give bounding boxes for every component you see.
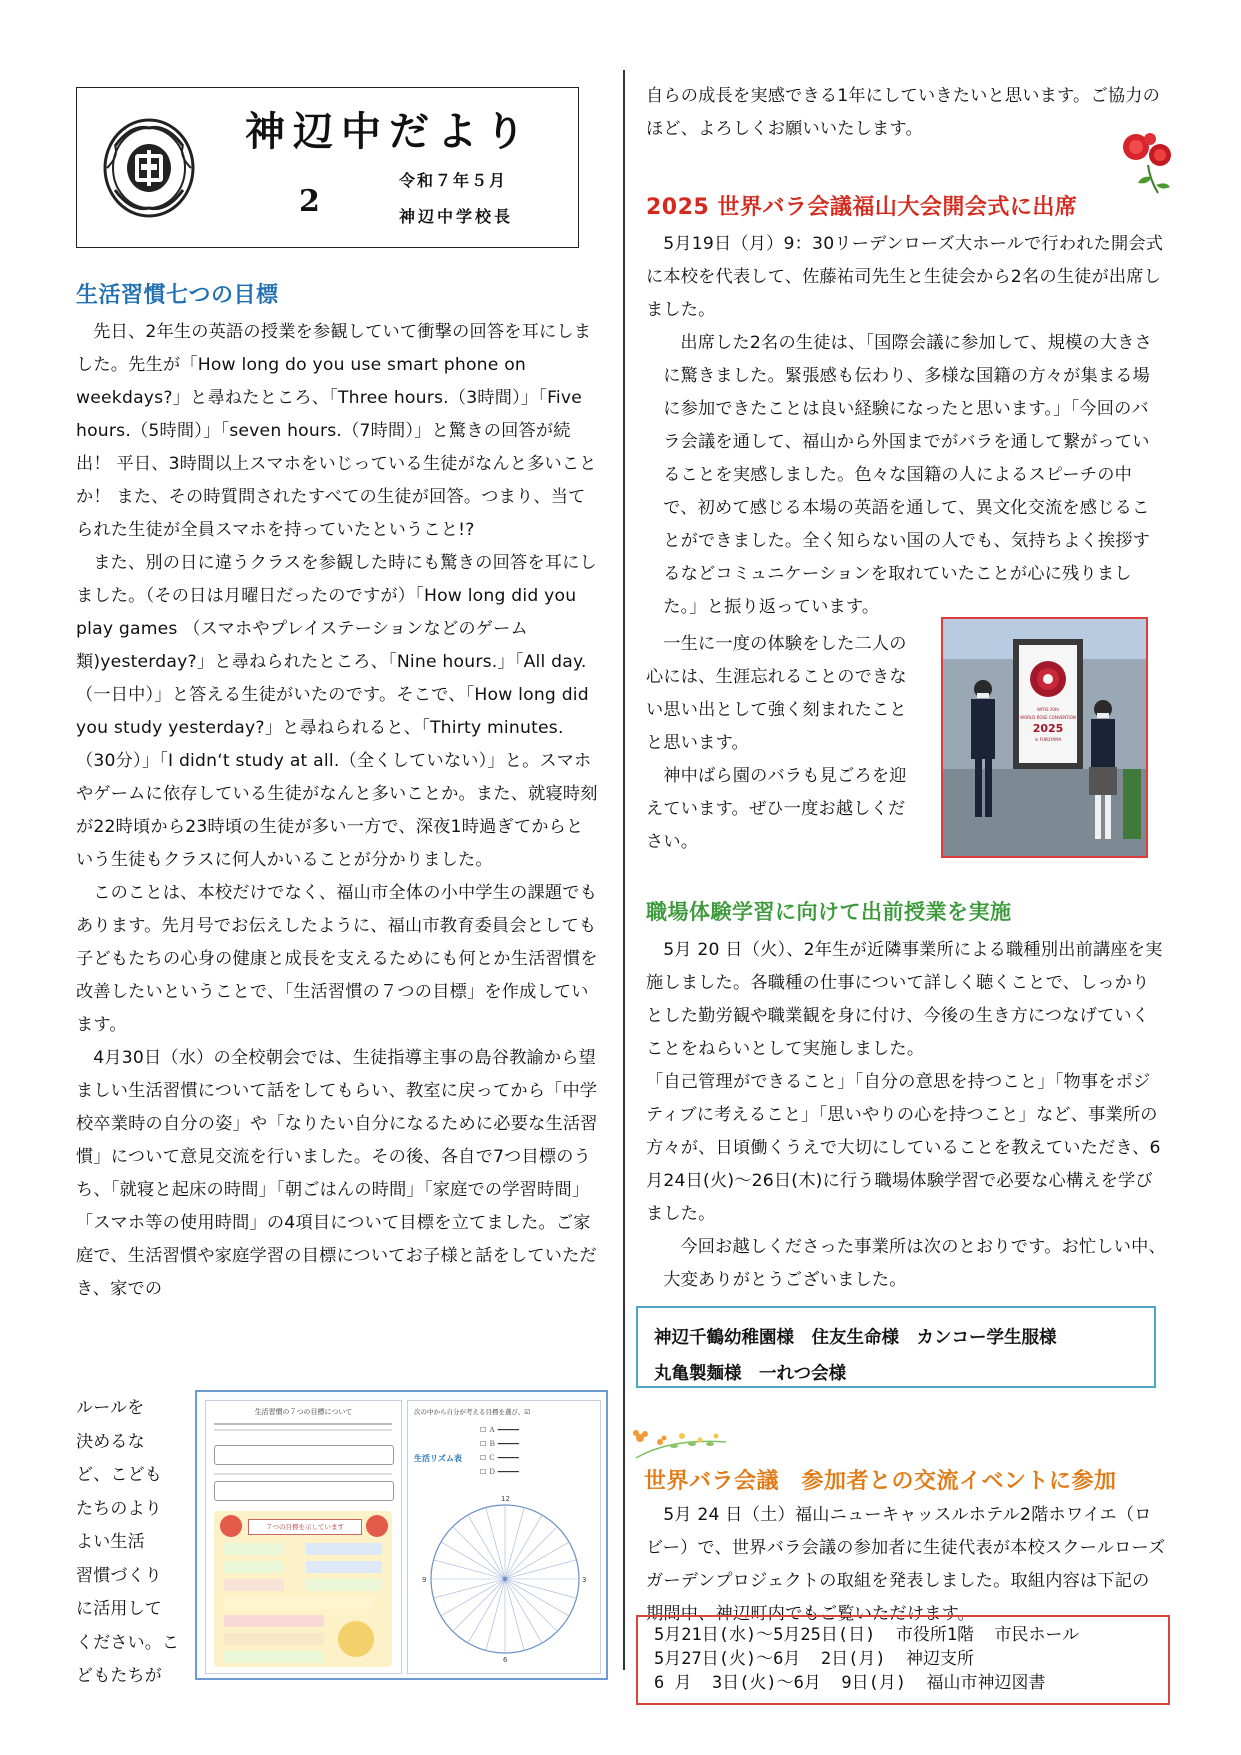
convention-photo xyxy=(941,617,1148,858)
lifestyle-paragraph-4: 4月30日（水）の全校朝会では、生徒指導主事の島谷教諭から望ましい生活習慣について話をしてもらい、教室に戻ってから「中学校卒業時の自分の姿」や「なりたい自分になるために必要な生活習慣」について意見交流を行いました。その後、各自で7つ目標のうち、「就寝と起床の時間」「朝ごはんの時間」「家庭での学習時間」「スマホ等の使用時間」の4項目について目標を立てました。ご家庭で、生活習慣や家庭学習の目標についてお子様と話をしていただき、家での xyxy=(76,1048,598,1299)
sign-middle: WORLD ROSE CONVENTION xyxy=(1020,715,1076,720)
issue-number: 2 xyxy=(299,184,320,219)
worksheet-option: ☐ Ｄ ━━━━━ xyxy=(480,1468,519,1476)
convention-paragraph-2: 出席した2名の生徒は、「国際会議に参加して、規模の大きさに驚きました。緊張感も伝わり、多様な国籍の方々が集まる場に参加できたことは良い経験になったと思います。」「今回のバラ会議を通して、福山から外国までがバラを通して繋がっていることを実感しました。色々な国籍の人によるスピーチの中で、初めて感じる本場の英語を通して、異文化交流を感じることができました。全く知らない国の人でも、気持ちよく挨拶するなどコミュニケーションを取れていたことが心に残りました。」と振り返っています。 xyxy=(663,333,1153,617)
exchange-article-body xyxy=(646,1499,1166,1631)
newsletter-title: 神辺中だより xyxy=(245,108,533,155)
workplace-paragraph-1: 5月 20 日（火）、2年生が近隣事業所による職種別出前講座を実施しました。各職種の仕事について詳しく聴くことで、しっかりとした勤労観や職業観を身に付け、今後の生き方につなげていくことをねらいとして実施しました。 xyxy=(646,940,1163,1059)
convention-article-body xyxy=(646,228,1166,624)
sign-top: WFRS 20th xyxy=(1036,707,1060,712)
rhythm-clock-chart xyxy=(422,1491,588,1663)
worksheet-option: ☐ Ｂ ━━━━━ xyxy=(480,1440,519,1448)
wrap-line: ど、こども xyxy=(76,1465,162,1485)
clock-label-left: 9 xyxy=(422,1576,427,1584)
lifestyle-paragraph-2: また、別の日に違うクラスを参観した時にも驚きの回答を耳にしました。（その日は月曜日だったのですが）「How long did you play games （スマホやプレイステーションなどのゲーム類)yesterday?」と尋ねられたところ、「Nine hours.」「All day.（一日中）」と答える生徒がいたのです。そこで、「How long did you study yesterday?」と尋ねられると、「Thirty minutes.（30分）」「I didn‘t study at all.（全くしていない）」と。スマホやゲームに依存している生徒がなんと多いことか。また、就寝時刻が22時頃から23時頃の生徒が多い一方で、深夜1時過ぎてからという生徒もクラスに何人かいることが分かりました。 xyxy=(76,553,598,870)
issue-date: 令和７年５月 xyxy=(399,171,508,190)
wrap-line: よい生活 xyxy=(76,1532,145,1552)
wrap-line: に活用して xyxy=(76,1599,162,1619)
convention-paragraph-4: 神中ばら園のバラも見ごろを迎えています。ぜひ一度お越しください。 xyxy=(646,766,907,852)
worksheet-right-page xyxy=(407,1400,601,1674)
worksheet-option: ☐ Ａ ━━━━━ xyxy=(480,1426,519,1434)
wrap-line: たちのより xyxy=(76,1498,162,1519)
intro-continuation: 自らの成長を実感できる1年にしていきたいと思います。ご協力のほど、よろしくお願いいたします。 xyxy=(646,86,1160,139)
worksheet-title: 生活習慣の７つの目標について xyxy=(254,1408,353,1416)
school-emblem-icon xyxy=(101,116,197,220)
lifestyle-wrap-text xyxy=(76,1392,194,1694)
mascot-icon xyxy=(338,1621,374,1657)
sign-year: 2025 xyxy=(1032,722,1064,735)
clock-label-right: 3 xyxy=(582,1576,587,1584)
worksheet-options xyxy=(480,1423,519,1479)
wrap-line: どもたちが xyxy=(76,1666,162,1686)
section-heading-exchange-event: 世界バラ会議 参加者との交流イベントに参加 xyxy=(644,1469,1117,1494)
worksheet-chart-label: 生活リズム表 xyxy=(414,1454,462,1463)
worksheet-option: ☐ Ｃ ━━━━━ xyxy=(480,1454,519,1462)
schedule-line: 5月27日(火)～6月 2日(月) 神辺支所 xyxy=(654,1649,975,1669)
character-icon xyxy=(366,1515,388,1537)
section-heading-lifestyle-goals: 生活習慣七つの目標 xyxy=(76,283,279,308)
lifestyle-worksheet-image xyxy=(195,1390,608,1680)
company-list-box xyxy=(636,1306,1156,1388)
column-divider xyxy=(623,70,625,1670)
exhibition-schedule-box xyxy=(636,1615,1170,1705)
masthead xyxy=(76,87,579,248)
rose-icon xyxy=(1112,125,1184,197)
workplace-article-body xyxy=(646,934,1166,1297)
exchange-paragraph: 5月 24 日（土）福山ニューキャッスルホテル2階ホワイエ（ロビー）で、世界バラ会議の参加者に生徒代表が本校スクールローズガーデンプロジェクトの取組を発表しました。取組内容は下記の期間中、神辺町内でもご覧いただけます。 xyxy=(646,1505,1166,1624)
workplace-paragraph-2: 「自己管理ができること」「自分の意思を持つこと」「物事をポジティブに考えること」「思いやりの心を持つこと」など、事業所の方々が、日頃働くうえで大切にしていることを教えていただき、6月24日(火)～26日(木)に行う職場体験学習で必要な心構えを学びました。 xyxy=(646,1072,1161,1224)
flower-decoration-icon xyxy=(630,1428,730,1462)
lifestyle-paragraph-1: 先日、2年生の英語の授業を参観していて衝撃の回答を耳にしました。先生が「How long do you use smart phone on weekdays?」と尋ねたところ、「Three hours.（3時間）」「Five hours.（5時間）」「seven hours.（7時間）」と驚きの回答が続出！ 平日、3時間以上スマホをいじっている生徒がなんと多いことか！ また、その時質問されたすべての生徒が回答。つまり、当てられた生徒が全員スマホを持っていたということ!? xyxy=(76,322,597,540)
section-heading-rose-convention: 2025 世界バラ会議福山大会開会式に出席 xyxy=(646,195,1078,220)
lifestyle-paragraph-3: このことは、本校だけでなく、福山市全体の小中学生の課題でもあります。先月号でお伝えしたように、福山市教育委員会としても子どもたちの心身の健康と成長を支えるためにも何とか生活習慣を改善したいということで、「生活習慣の７つの目標」を作成しています。 xyxy=(76,883,598,1035)
workplace-paragraph-3: 今回お越しくださった事業所は次のとおりです。お忙しい中、大変ありがとうございました。 xyxy=(663,1237,1166,1290)
worksheet-right-header: 次の中から自分が考える目標を選び、☑ xyxy=(414,1408,531,1416)
worksheet-goals-banner: ７つの目標を示しています xyxy=(248,1519,362,1535)
wrap-line: 習慣づくり xyxy=(76,1565,162,1586)
worksheet-left-page xyxy=(205,1400,402,1674)
lifestyle-article-body xyxy=(76,316,600,1306)
wrap-line: ください。こ xyxy=(76,1632,180,1653)
character-icon xyxy=(220,1515,242,1537)
wrap-line: 決めるな xyxy=(76,1431,145,1452)
convention-narrow-body xyxy=(646,628,914,859)
company-line: 丸亀製麺様 一れつ会様 xyxy=(654,1364,847,1384)
clock-label-bottom: 6 xyxy=(503,1656,508,1663)
clock-label-top: 12 xyxy=(501,1495,510,1503)
principal-signature: 神辺中学校長 xyxy=(399,207,514,226)
schedule-line: 5月21日(水)～5月25日(日) 市役所1階 市民ホール xyxy=(654,1625,1080,1645)
convention-paragraph-3: 一生に一度の体験をした二人の心には、生涯忘れることのできない思い出として強く刻まれたことと思います。 xyxy=(646,634,907,753)
wrap-line: ルールを xyxy=(76,1398,145,1418)
convention-paragraph-1: 5月19日（月）9：30リーデンローズ大ホールで行われた開会式に本校を代表して、佐藤祐司先生と生徒会から2名の生徒が出席しました。 xyxy=(646,234,1164,320)
sign-bottom: in FUKUYAMA xyxy=(1034,737,1062,742)
company-line: 神辺千鶴幼稚園様 住友生命様 カンコー学生服様 xyxy=(654,1328,1057,1348)
schedule-line: 6 月 3日(火)～6月 9日(月) 福山市神辺図書 xyxy=(654,1673,1046,1693)
section-heading-workplace-lessons: 職場体験学習に向けて出前授業を実施 xyxy=(646,900,1012,924)
